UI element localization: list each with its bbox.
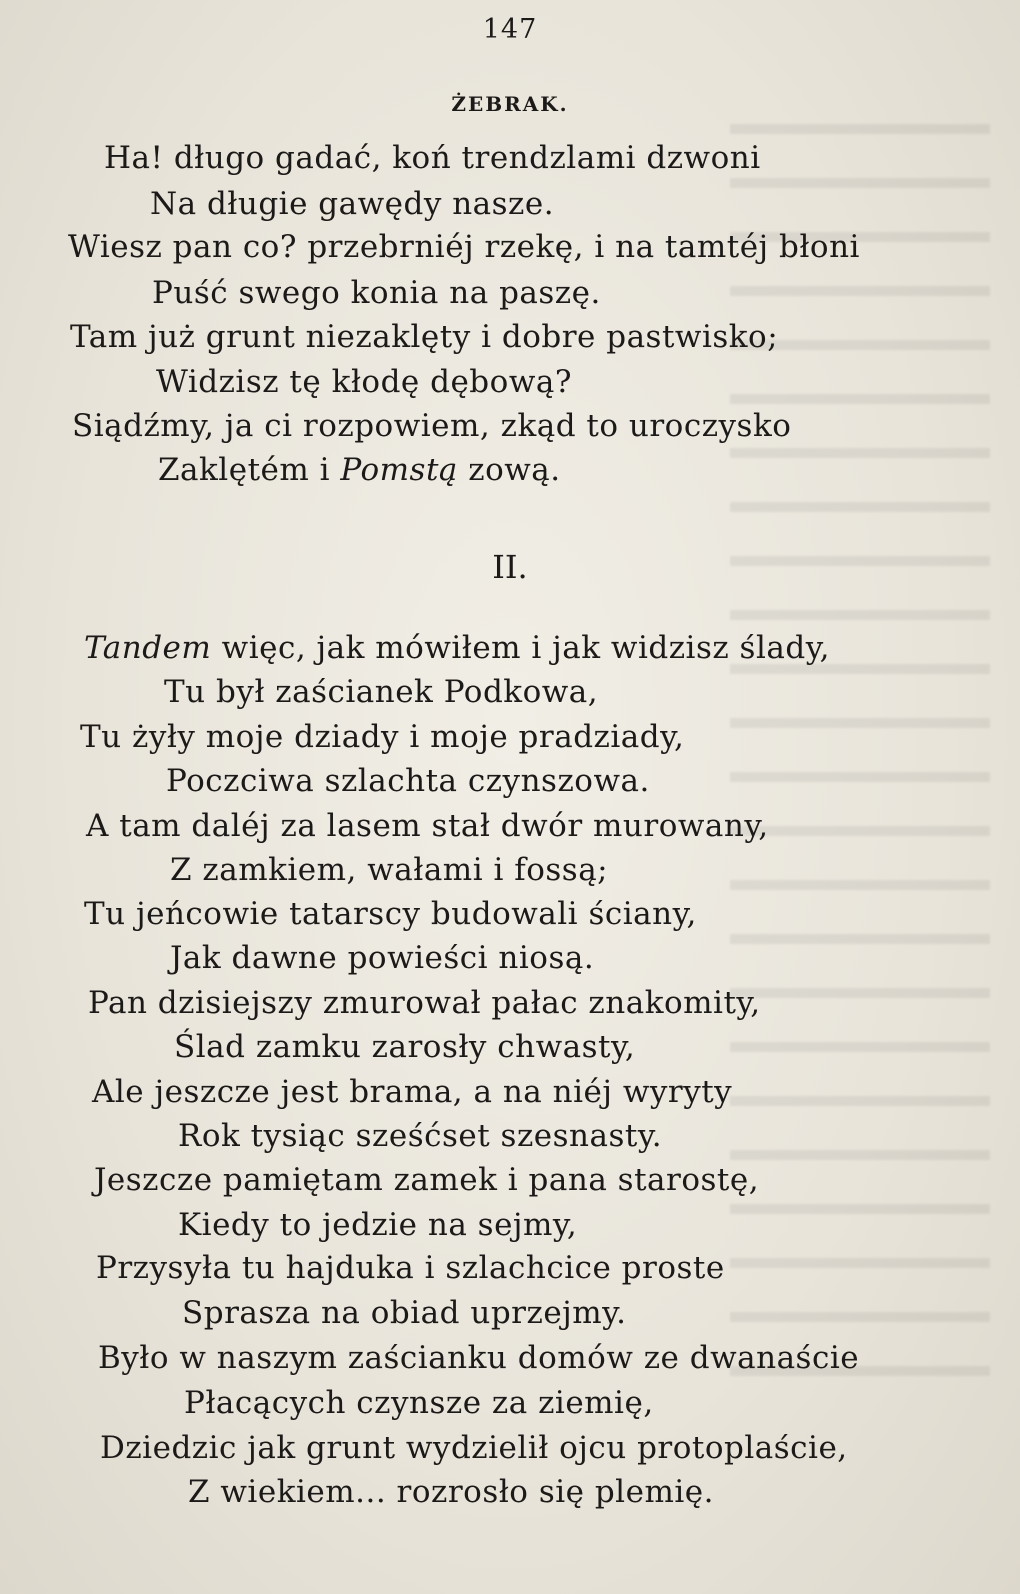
verse-line: Wiesz pan co? przebrniéj rzekę, i na tamtéj błoni (68, 229, 860, 265)
verse-line: Jeszcze pamiętam zamek i pana starostę, (94, 1162, 760, 1198)
verse-line: Tu żyły moje dziady i moje pradziady, (80, 719, 685, 755)
verse-italic-text: Tandem (84, 630, 212, 666)
verse-line (84, 630, 830, 666)
verse-text: więc, jak mówiłem i jak widzisz ślady, (211, 630, 830, 666)
verse-line: Kiedy to jedzie na sejmy, (178, 1207, 578, 1243)
show-through-text (730, 80, 990, 1530)
verse-line: Tu jeńcowie tatarscy budowali ściany, (84, 896, 697, 932)
verse-line: Płacących czynsze za ziemię, (184, 1385, 654, 1421)
verse-line (158, 452, 561, 488)
verse-line: A tam daléj za lasem stał dwór murowany, (86, 808, 769, 844)
verse-italic-text: Pomstą (340, 452, 458, 488)
verse-line: Było w naszym zaścianku domów ze dwanaście (98, 1340, 860, 1376)
page-number: 147 (482, 14, 538, 45)
verse-text: zową. (457, 452, 561, 488)
verse-line: Puść swego konia na paszę. (152, 275, 601, 311)
verse-line: Przysyła tu hajduka i szlachcice proste (96, 1250, 725, 1286)
verse-line: Ha! długo gadać, koń trendzlami dzwoni (104, 140, 761, 176)
verse-line: Ślad zamku zarosły chwasty, (174, 1029, 636, 1065)
verse-line: Rok tysiąc sześćset szesnasty. (178, 1118, 663, 1154)
verse-line: Jak dawne powieści niosą. (170, 940, 595, 976)
verse-line: Sprasza na obiad uprzejmy. (182, 1295, 627, 1331)
verse-line: Ale jeszcze jest brama, a na niéj wyryty (92, 1074, 733, 1110)
verse-line: Pan dzisiejszy zmurował pałac znakomity, (88, 985, 761, 1021)
verse-line: Tam już grunt niezaklęty i dobre pastwisko; (70, 319, 779, 355)
verse-line: Na długie gawędy nasze. (150, 186, 555, 222)
verse-line: Siądźmy, ja ci rozpowiem, zkąd to uroczysko (72, 408, 792, 444)
verse-line: Z zamkiem, wałami i fossą; (170, 852, 609, 888)
poem-title: ŻEBRAK. (451, 92, 569, 116)
verse-line: Z wiekiem... rozrosło się plemię. (188, 1474, 714, 1510)
verse-text: Zaklętém i (158, 452, 341, 488)
verse-line: Tu był zaścianek Podkowa, (164, 674, 599, 710)
verse-line: Poczciwa szlachta czynszowa. (166, 763, 650, 799)
verse-line: Dziedzic jak grunt wydzielił ojcu protoplaście, (100, 1430, 848, 1466)
verse-line: Widzisz tę kłodę dębową? (156, 364, 572, 400)
section-number: II. (492, 548, 528, 586)
